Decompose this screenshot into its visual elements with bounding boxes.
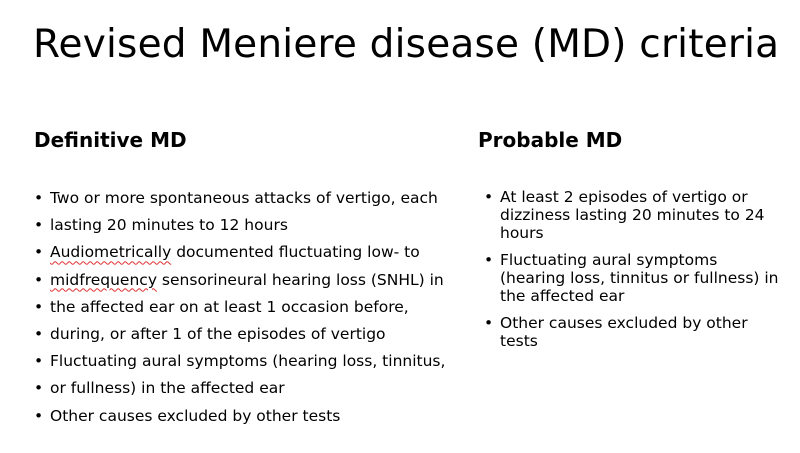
- list-item: [34, 321, 464, 348]
- bullet-icon: •: [484, 251, 494, 269]
- list-item: [484, 314, 784, 350]
- criteria-text: Fluctuating aural symptoms (hearing loss, tinnitus,: [50, 352, 446, 371]
- criteria-text: Two or more spontaneous attacks of vertigo, each: [50, 189, 438, 207]
- bullet-icon: •: [34, 189, 44, 207]
- probable-md-heading: Probable MD: [478, 128, 623, 152]
- probable-md-criteria-list: [484, 188, 784, 359]
- list-item: [34, 294, 464, 321]
- list-item: [484, 188, 784, 242]
- criteria-text: Other causes excluded by other tests: [50, 406, 341, 425]
- list-item: [34, 185, 464, 212]
- bullet-icon: •: [34, 324, 44, 343]
- bullet-icon: •: [34, 379, 44, 398]
- criteria-text: the affected ear on at least 1 occasion before,: [50, 297, 409, 316]
- bullet-icon: •: [34, 270, 44, 289]
- spellcheck-flagged-word: midfrequency: [50, 270, 157, 289]
- definitive-md-heading: Definitive MD: [34, 128, 187, 152]
- bullet-icon: •: [484, 188, 494, 206]
- definitive-md-criteria-list: [34, 185, 464, 430]
- list-item: [34, 239, 464, 266]
- criteria-text: during, or after 1 of the episodes of vertigo: [50, 324, 386, 343]
- criteria-text: At least 2 episodes of vertigo or dizziness lasting 20 minutes to 24 hours: [500, 188, 765, 242]
- list-item: [34, 267, 464, 294]
- criteria-text: sensorineural hearing loss (SNHL) in: [157, 270, 444, 289]
- list-item: [34, 375, 464, 402]
- bullet-icon: •: [34, 243, 44, 262]
- list-item: [34, 403, 464, 430]
- criteria-text: lasting 20 minutes to 12 hours: [50, 216, 288, 235]
- bullet-icon: •: [34, 216, 44, 235]
- spellcheck-flagged-word: Audiometrically: [50, 243, 172, 262]
- bullet-icon: •: [34, 352, 44, 371]
- criteria-text: or fullness) in the affected ear: [50, 379, 285, 398]
- bullet-icon: •: [34, 406, 44, 425]
- criteria-text: Fluctuating aural symptoms (hearing loss, tinnitus or fullness) in the affected ear: [500, 251, 779, 305]
- criteria-text: Other causes excluded by other tests: [500, 314, 748, 350]
- list-item: [34, 348, 464, 375]
- bullet-icon: •: [34, 297, 44, 316]
- criteria-text: documented fluctuating low- to: [171, 243, 420, 262]
- list-item: [484, 251, 784, 305]
- list-item: [34, 212, 464, 239]
- slide-title: Revised Meniere disease (MD) criteria: [33, 22, 780, 67]
- bullet-icon: •: [484, 314, 494, 332]
